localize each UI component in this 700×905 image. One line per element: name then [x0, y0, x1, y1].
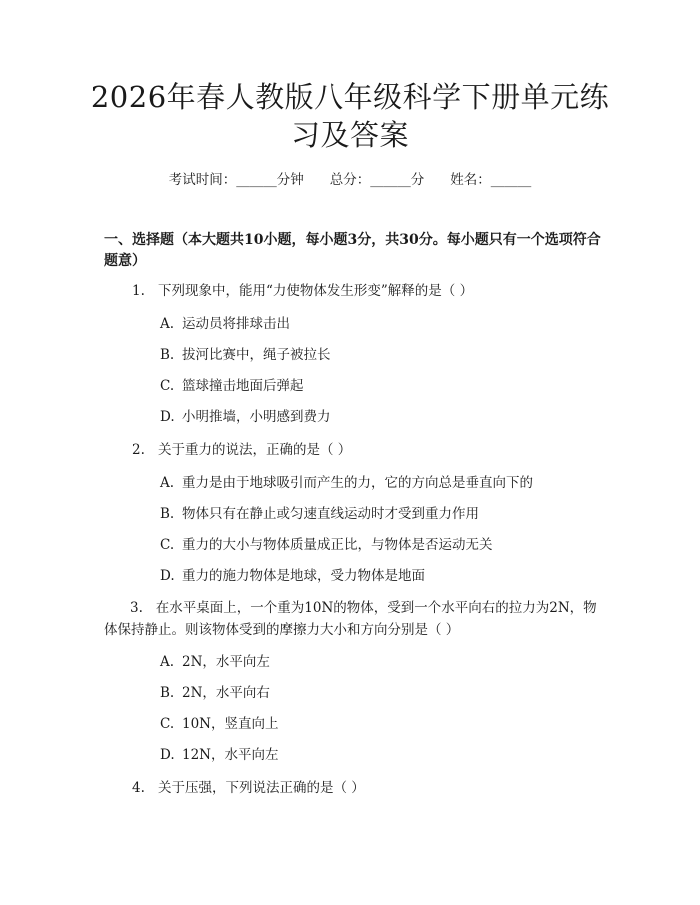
exam-info-line [0, 168, 700, 188]
question-1-option-c: C. 篮球撞击地面后弹起 [160, 378, 304, 394]
question-3-option-b: B. 2N，水平向右 [160, 685, 270, 701]
question-2-option-c: C. 重力的大小与物体质量成正比，与物体是否运动无关 [160, 537, 493, 553]
exam-time-field: 考试时间：______分钟 [168, 172, 304, 188]
question-4 [132, 777, 365, 799]
question-3 [104, 597, 604, 641]
student-name-field: 姓名：______ [450, 172, 532, 188]
total-score-field: 总分：______分 [329, 172, 425, 188]
question-text: 下列现象中，能用“力使物体发生形变”解释的是（ ） [158, 283, 474, 299]
question-2-option-a: A. 重力是由于地球吸引而产生的力，它的方向总是垂直向下的 [160, 475, 533, 491]
question-number: 1. [132, 283, 145, 299]
question-text: 关于重力的说法，正确的是（ ） [158, 442, 352, 458]
question-3-option-c: C. 10N，竖直向上 [160, 716, 279, 732]
section-heading: 一、选择题（本大题共10小题，每小题3分，共30分。每小题只有一个选项符合题意） [104, 232, 601, 269]
question-number: 3. [130, 600, 143, 616]
question-1-option-b: B. 拔河比赛中，绳子被拉长 [160, 347, 331, 363]
question-3-option-a: A. 2N，水平向左 [160, 654, 270, 670]
question-3-option-d: D. 12N，水平向左 [160, 747, 279, 763]
question-1 [132, 280, 473, 302]
page-title: 2026年春人教版八年级科学下册单元练习及答案 [90, 80, 610, 152]
question-text: 关于压强，下列说法正确的是（ ） [158, 780, 365, 796]
question-2-option-d: D. 重力的施力物体是地球，受力物体是地面 [160, 568, 425, 584]
question-1-option-d: D. 小明推墙，小明感到费力 [160, 409, 331, 425]
question-1-option-a: A. 运动员将排球击出 [160, 316, 290, 332]
question-text: 在水平桌面上，一个重为10N的物体，受到一个水平向右的拉力为2N，物体保持静止。则该物体受到的摩擦力大小和方向分别是（ ） [104, 600, 597, 638]
question-number: 4. [132, 780, 145, 796]
question-number: 2. [132, 442, 145, 458]
question-2-option-b: B. 物体只有在静止或匀速直线运动时才受到重力作用 [160, 506, 479, 522]
question-2 [132, 439, 351, 461]
